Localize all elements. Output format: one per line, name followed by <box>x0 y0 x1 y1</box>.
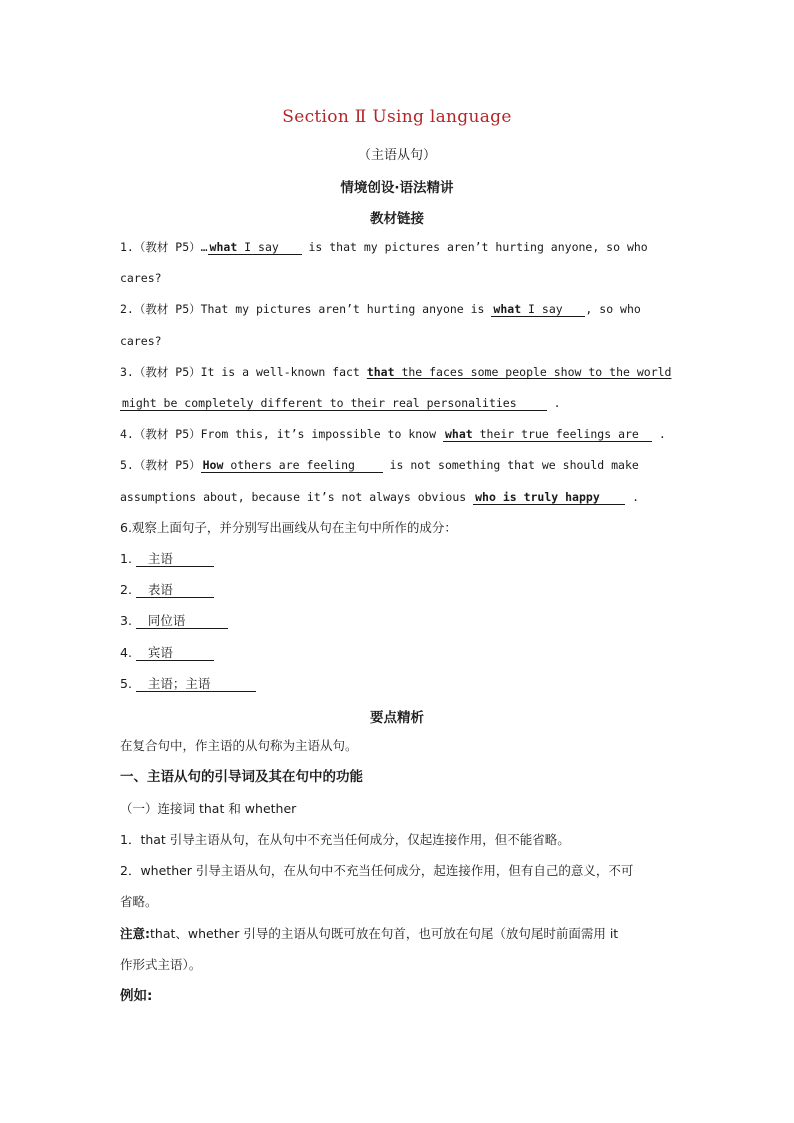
item-2-line-2: cares? <box>120 334 162 348</box>
item-5-answer-2: who is truly happy <box>473 490 625 505</box>
note-label: 注意: <box>120 926 150 941</box>
item-4-answer: what their true feelings are <box>443 427 652 442</box>
item-1-line-1: 1.（教材 P5）… what I say is that my pictures aren’t hurting anyone, so who <box>120 240 648 254</box>
item-3-answer-cont: might be completely different to their real personalities <box>120 396 547 411</box>
sub-1-title: （一）连接词 that 和 whether <box>120 801 297 816</box>
item-5-line-1: 5.（教材 P5） How others are feeling is not something that we should make <box>120 458 639 472</box>
subtitle: （主语从句） <box>357 148 436 163</box>
item-3-line-1: 3.（教材 P5）It is a well-known fact that the faces some people show to the world <box>120 365 672 379</box>
section-1-title: 一、主语从句的引导词及其在句中的功能 <box>120 769 363 785</box>
item-2-line-1: 2.（教材 P5）That my pictures aren’t hurting anyone is what I say , so who <box>120 302 641 316</box>
heading-textbook: 教材链接 <box>370 211 424 227</box>
heading-points: 要点精析 <box>370 710 424 726</box>
answer-2: 2. 表语 <box>120 582 676 598</box>
answer-3: 3. 同位语 <box>120 613 676 629</box>
answer-1: 1. 主语 <box>120 551 676 567</box>
item-5-answer-1: How others are feeling <box>201 458 383 473</box>
answer-5: 5. 主语；主语 <box>120 676 676 692</box>
note-line-1: 注意:that、whether 引导的主语从句既可放在句首，也可放在句尾（放句尾时前面需用 it <box>120 926 619 941</box>
rule-2-line-2: 省略。 <box>120 894 158 909</box>
note-line-2: 作形式主语）。 <box>120 957 202 972</box>
item-6-instruction: 6.观察上面句子，并分别写出画线从句在主句中所作的成分： <box>120 520 457 535</box>
item-5-line-2: assumptions about, because it’s not always obvious who is truly happy . <box>120 490 639 504</box>
intro-text: 在复合句中，作主语的从句称为主语从句。 <box>120 738 358 753</box>
item-3-answer: that the faces some people show to the world <box>366 365 672 379</box>
item-3-line-2: might be completely different to their real personalities . <box>122 396 561 410</box>
rule-1: 1．that 引导主语从句，在从句中不充当任何成分，仅起连接作用，但不能省略。 <box>120 832 570 847</box>
item-1-line-2: cares? <box>120 271 162 285</box>
heading-main: 情境创设·语法精讲 <box>340 180 454 196</box>
answer-4: 4. 宾语 <box>120 645 676 661</box>
section-title: Section Ⅱ Using language <box>282 107 512 127</box>
item-2-answer: what I say <box>491 302 585 317</box>
rule-2-line-1: 2．whether 引导主语从句，在从句中不充当任何成分，起连接作用，但有自己的意义，不可 <box>120 863 634 878</box>
example-label: 例如: <box>120 988 153 1004</box>
item-4-line-1: 4.（教材 P5）From this, it’s impossible to know what their true feelings are . <box>120 427 666 441</box>
item-1-answer: what I say <box>208 240 302 255</box>
